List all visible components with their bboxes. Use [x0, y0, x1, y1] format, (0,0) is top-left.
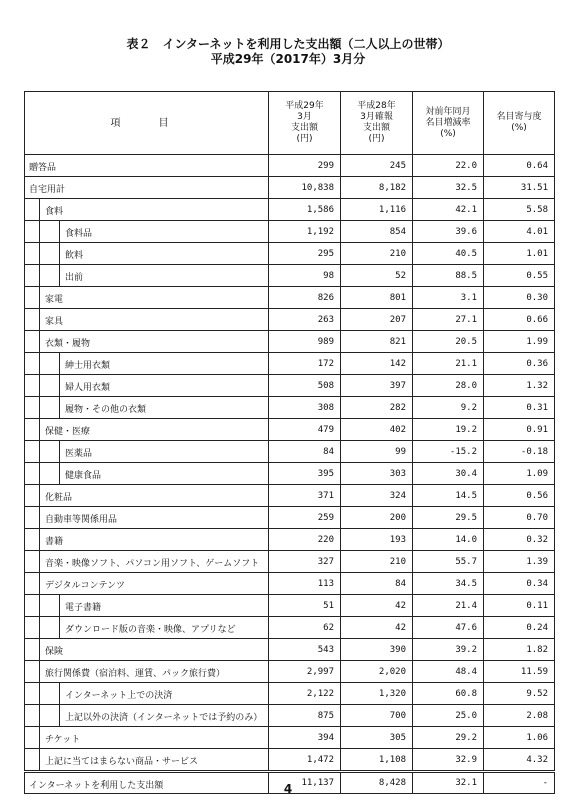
- value-col2: 1,108: [341, 749, 413, 772]
- indent-line: [39, 375, 40, 397]
- value-col2: 303: [341, 463, 413, 485]
- table-row: [25, 353, 555, 375]
- value-col1: 84: [269, 441, 341, 463]
- table-row: [25, 595, 555, 617]
- table-row: [25, 265, 555, 287]
- value-col4: 2.08: [484, 705, 555, 727]
- value-col1: 479: [269, 419, 341, 441]
- value-col1: 394: [269, 727, 341, 749]
- indent-line: [59, 617, 60, 639]
- row-label: 医薬品: [65, 449, 93, 459]
- value-col2: 700: [341, 705, 413, 727]
- value-col1: 299: [269, 155, 341, 177]
- indent-line: [39, 595, 40, 617]
- row-label-cell: [25, 309, 269, 331]
- row-label: 音楽・映像ソフト、パソコン用ソフト、ゲームソフト: [45, 559, 260, 569]
- table-row: [25, 243, 555, 265]
- value-col2: 397: [341, 375, 413, 397]
- row-label-cell: [25, 199, 269, 221]
- header-item: 項 目: [25, 92, 269, 155]
- indent-line: [59, 375, 60, 397]
- value-col2: 99: [341, 441, 413, 463]
- row-label-cell: [25, 265, 269, 287]
- row-label: 上記に当てはまらない商品・サービス: [45, 757, 199, 767]
- header-col2: 平成28年 3月確報 支出額 (円): [341, 92, 413, 155]
- table-row: [25, 309, 555, 331]
- table-row: [25, 485, 555, 507]
- row-label: チケット: [45, 735, 81, 745]
- value-col1: 51: [269, 595, 341, 617]
- row-label: 履物・その他の衣類: [65, 405, 147, 415]
- table-title: 表２ インターネットを利用した支出額（二人以上の世帯）: [126, 37, 450, 51]
- table-row: [25, 639, 555, 661]
- value-col3: 19.2: [413, 419, 484, 441]
- indent-line: [39, 573, 40, 595]
- table-row: [25, 727, 555, 749]
- row-label-cell: [25, 705, 269, 727]
- value-col2: 8,428: [341, 772, 413, 794]
- row-label-cell: [25, 353, 269, 375]
- row-label-cell: [25, 463, 269, 485]
- value-col3: 27.1: [413, 309, 484, 331]
- row-label: 上記以外の決済（インターネットでは予約のみ）: [65, 713, 263, 723]
- table-row: [25, 749, 555, 772]
- row-label: インターネットを利用した支出額: [29, 781, 164, 791]
- row-label-cell: [25, 155, 269, 177]
- indent-line: [59, 463, 60, 485]
- table-row: [25, 463, 555, 485]
- value-col1: 220: [269, 529, 341, 551]
- value-col1: 113: [269, 573, 341, 595]
- value-col1: 1,192: [269, 221, 341, 243]
- value-col2: 390: [341, 639, 413, 661]
- value-col1: 295: [269, 243, 341, 265]
- indent-line: [59, 683, 60, 705]
- row-label: 贈答品: [29, 163, 57, 173]
- row-label-cell: [25, 639, 269, 661]
- row-label-cell: [25, 507, 269, 529]
- value-col1: 371: [269, 485, 341, 507]
- value-col4: 1.39: [484, 551, 555, 573]
- value-col4: -: [484, 772, 555, 794]
- value-col4: 0.34: [484, 573, 555, 595]
- row-label: 保険: [45, 647, 64, 657]
- row-label-cell: [25, 573, 269, 595]
- indent-line: [39, 529, 40, 551]
- value-col2: 8,182: [341, 177, 413, 199]
- value-col3: 42.1: [413, 199, 484, 221]
- table-row: [25, 441, 555, 463]
- value-col3: 48.4: [413, 661, 484, 683]
- row-label: 家具: [45, 317, 64, 327]
- value-col2: 52: [341, 265, 413, 287]
- value-col2: 207: [341, 309, 413, 331]
- value-col4: 0.24: [484, 617, 555, 639]
- value-col4: 0.11: [484, 595, 555, 617]
- value-col2: 200: [341, 507, 413, 529]
- row-label: 紳士用衣類: [65, 361, 111, 371]
- value-col4: 0.56: [484, 485, 555, 507]
- indent-line: [39, 441, 40, 463]
- table-row: [25, 507, 555, 529]
- indent-line: [39, 683, 40, 705]
- value-col3: 32.5: [413, 177, 484, 199]
- value-col3: 25.0: [413, 705, 484, 727]
- indent-line: [59, 595, 60, 617]
- row-label-cell: [25, 419, 269, 441]
- value-col2: 245: [341, 155, 413, 177]
- value-col1: 543: [269, 639, 341, 661]
- table-row: [25, 375, 555, 397]
- row-label: 保健・医療: [45, 427, 91, 437]
- value-col1: 11,137: [269, 772, 341, 794]
- value-col1: 989: [269, 331, 341, 353]
- value-col3: 29.2: [413, 727, 484, 749]
- row-label-cell: [25, 375, 269, 397]
- row-label: 自宅用計: [29, 185, 66, 195]
- value-col3: 20.5: [413, 331, 484, 353]
- row-label-cell: [25, 617, 269, 639]
- value-col4: 11.59: [484, 661, 555, 683]
- table-row: [25, 683, 555, 705]
- indent-line: [39, 661, 40, 683]
- value-col4: -0.18: [484, 441, 555, 463]
- row-label-cell: [25, 595, 269, 617]
- value-col1: 259: [269, 507, 341, 529]
- value-col3: 47.6: [413, 617, 484, 639]
- row-label-cell: [25, 177, 269, 199]
- value-col4: 0.70: [484, 507, 555, 529]
- indent-line: [39, 639, 40, 661]
- value-col3: 34.5: [413, 573, 484, 595]
- value-col2: 1,320: [341, 683, 413, 705]
- indent-line: [39, 199, 40, 221]
- header-col4: 名目寄与度 (%): [484, 92, 555, 155]
- value-col3: 88.5: [413, 265, 484, 287]
- value-col4: 0.30: [484, 287, 555, 309]
- indent-line: [39, 463, 40, 485]
- value-col3: 32.1: [413, 772, 484, 794]
- value-col4: 0.31: [484, 397, 555, 419]
- indent-line: [39, 749, 40, 772]
- row-label-cell: [25, 331, 269, 353]
- row-label: 旅行関係費（宿泊料、運賃、パック旅行費）: [45, 669, 226, 679]
- row-label-cell: [25, 287, 269, 309]
- indent-line: [39, 397, 40, 419]
- value-col4: 1.01: [484, 243, 555, 265]
- table-row: [25, 331, 555, 353]
- indent-line: [39, 617, 40, 639]
- page-number: 4: [283, 782, 293, 796]
- table-row: [25, 419, 555, 441]
- value-col1: 1,586: [269, 199, 341, 221]
- indent-line: [39, 331, 40, 353]
- value-col3: 55.7: [413, 551, 484, 573]
- row-label-cell: [25, 551, 269, 573]
- table-row: [25, 221, 555, 243]
- value-col1: 327: [269, 551, 341, 573]
- indent-line: [59, 243, 60, 265]
- value-col3: 21.4: [413, 595, 484, 617]
- table-row: [25, 287, 555, 309]
- value-col2: 282: [341, 397, 413, 419]
- value-col2: 2,020: [341, 661, 413, 683]
- value-col2: 42: [341, 617, 413, 639]
- row-label-cell: [25, 397, 269, 419]
- value-col3: 39.6: [413, 221, 484, 243]
- table-row: [25, 705, 555, 727]
- value-col1: 263: [269, 309, 341, 331]
- value-col1: 98: [269, 265, 341, 287]
- value-col3: 39.2: [413, 639, 484, 661]
- row-label-cell: [25, 661, 269, 683]
- table-row: [25, 177, 555, 199]
- header-col1: 平成29年 3月 支出額 (円): [269, 92, 341, 155]
- value-col3: 40.5: [413, 243, 484, 265]
- value-col3: 21.1: [413, 353, 484, 375]
- value-col3: 29.5: [413, 507, 484, 529]
- value-col4: 5.58: [484, 199, 555, 221]
- row-label-cell: [25, 727, 269, 749]
- indent-line: [39, 221, 40, 243]
- table-row: [25, 573, 555, 595]
- value-col4: 0.36: [484, 353, 555, 375]
- value-col4: 1.99: [484, 331, 555, 353]
- value-col4: 31.51: [484, 177, 555, 199]
- indent-line: [59, 397, 60, 419]
- value-col1: 395: [269, 463, 341, 485]
- internet-spending-table: [24, 91, 555, 794]
- value-col1: 2,122: [269, 683, 341, 705]
- indent-line: [39, 419, 40, 441]
- row-label-cell: [25, 243, 269, 265]
- table-row: [25, 617, 555, 639]
- value-col1: 508: [269, 375, 341, 397]
- row-label-cell: [25, 441, 269, 463]
- row-label: 健康食品: [65, 471, 102, 481]
- row-label: 自動車等関係用品: [45, 515, 118, 525]
- value-col4: 1.32: [484, 375, 555, 397]
- indent-line: [39, 353, 40, 375]
- value-col2: 402: [341, 419, 413, 441]
- value-col4: 0.64: [484, 155, 555, 177]
- indent-line: [39, 485, 40, 507]
- value-col3: 30.4: [413, 463, 484, 485]
- indent-line: [39, 309, 40, 331]
- row-label: 家電: [45, 295, 64, 305]
- table-row: [25, 397, 555, 419]
- value-col4: 1.82: [484, 639, 555, 661]
- table-row: [25, 199, 555, 221]
- value-col1: 826: [269, 287, 341, 309]
- value-col4: 0.91: [484, 419, 555, 441]
- row-label-cell: [25, 749, 269, 772]
- indent-line: [39, 243, 40, 265]
- table-row: [25, 661, 555, 683]
- indent-line: [39, 551, 40, 573]
- header-col3: 対前年同月 名目増減率 (%): [413, 92, 484, 155]
- row-label: 飲料: [65, 251, 84, 261]
- value-col3: 14.0: [413, 529, 484, 551]
- value-col4: 1.09: [484, 463, 555, 485]
- row-label-cell: [25, 485, 269, 507]
- value-col2: 854: [341, 221, 413, 243]
- value-col2: 84: [341, 573, 413, 595]
- indent-line: [59, 705, 60, 727]
- value-col3: 28.0: [413, 375, 484, 397]
- row-label: 出前: [65, 273, 84, 283]
- row-label: 婦人用衣類: [65, 383, 111, 393]
- value-col3: -15.2: [413, 441, 484, 463]
- value-col1: 1,472: [269, 749, 341, 772]
- header-row: [25, 92, 555, 155]
- value-col3: 3.1: [413, 287, 484, 309]
- value-col3: 60.8: [413, 683, 484, 705]
- indent-line: [39, 727, 40, 749]
- value-col3: 22.0: [413, 155, 484, 177]
- value-col4: 4.01: [484, 221, 555, 243]
- value-col2: 1,116: [341, 199, 413, 221]
- value-col1: 172: [269, 353, 341, 375]
- value-col2: 210: [341, 243, 413, 265]
- value-col2: 42: [341, 595, 413, 617]
- value-col2: 801: [341, 287, 413, 309]
- value-col4: 0.66: [484, 309, 555, 331]
- table-row: [25, 529, 555, 551]
- value-col1: 308: [269, 397, 341, 419]
- value-col1: 875: [269, 705, 341, 727]
- value-col4: 1.06: [484, 727, 555, 749]
- row-label: 衣類・履物: [45, 339, 91, 349]
- value-col2: 142: [341, 353, 413, 375]
- value-col3: 32.9: [413, 749, 484, 772]
- indent-line: [59, 265, 60, 287]
- row-label: 電子書籍: [65, 603, 102, 613]
- table-row: [25, 551, 555, 573]
- row-label-cell: [25, 529, 269, 551]
- row-label: インターネット上での決済: [65, 691, 173, 701]
- row-label: 書籍: [45, 537, 64, 547]
- value-col4: 0.32: [484, 529, 555, 551]
- value-col2: 193: [341, 529, 413, 551]
- row-label: デジタルコンテンツ: [45, 581, 126, 591]
- value-col1: 62: [269, 617, 341, 639]
- value-col4: 9.52: [484, 683, 555, 705]
- table-subtitle: 平成29年（2017年）3月分: [210, 52, 366, 66]
- row-label-cell: [25, 221, 269, 243]
- indent-line: [39, 287, 40, 309]
- indent-line: [39, 705, 40, 727]
- value-col2: 210: [341, 551, 413, 573]
- value-col2: 305: [341, 727, 413, 749]
- indent-line: [39, 265, 40, 287]
- value-col2: 324: [341, 485, 413, 507]
- indent-line: [59, 221, 60, 243]
- indent-line: [39, 507, 40, 529]
- table-row: [25, 155, 555, 177]
- row-label: ダウンロード版の音楽・映像、アプリなど: [65, 625, 236, 635]
- row-label: 化粧品: [45, 493, 73, 503]
- value-col1: 10,838: [269, 177, 341, 199]
- row-label: 食料品: [65, 229, 93, 239]
- value-col3: 9.2: [413, 397, 484, 419]
- value-col3: 14.5: [413, 485, 484, 507]
- indent-line: [59, 353, 60, 375]
- indent-line: [59, 441, 60, 463]
- value-col4: 0.55: [484, 265, 555, 287]
- row-label-cell: [25, 683, 269, 705]
- row-label: 食料: [45, 207, 64, 217]
- value-col2: 821: [341, 331, 413, 353]
- value-col4: 4.32: [484, 749, 555, 772]
- value-col1: 2,997: [269, 661, 341, 683]
